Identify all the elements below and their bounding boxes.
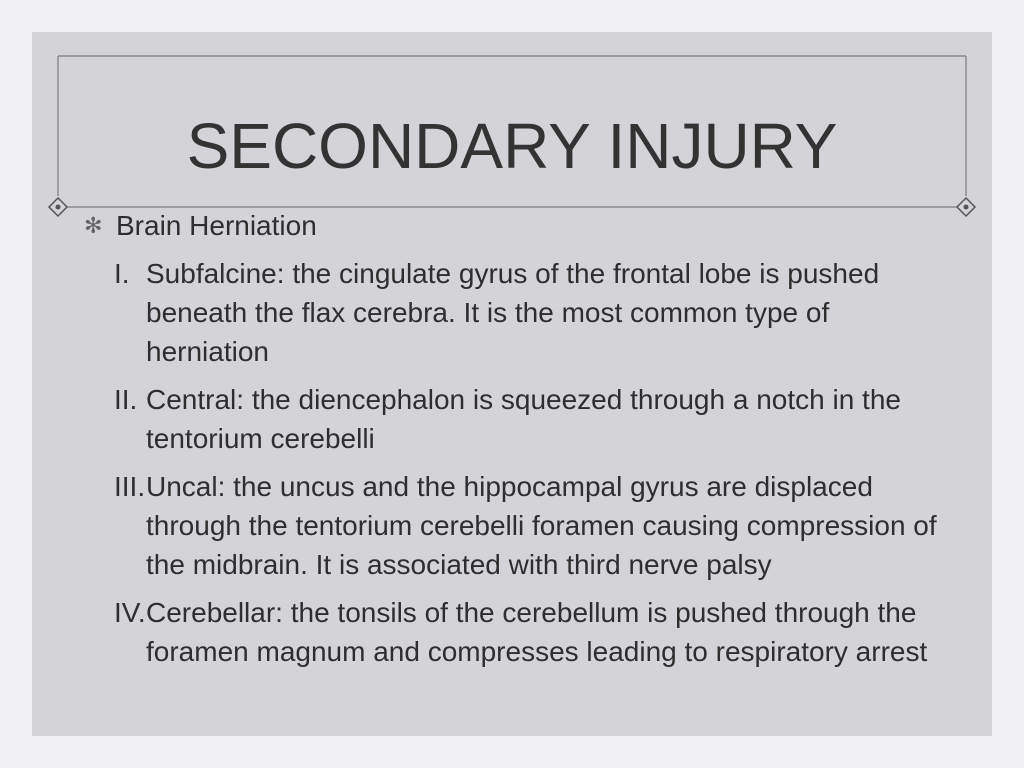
list-item: [114, 380, 944, 458]
list-item: [114, 467, 944, 584]
list-item: [114, 254, 944, 371]
list-item-text: Uncal: the uncus and the hippocampal gyrus are displaced through the tentorium cerebelli foramen causing compression of the midbrain. It is associated with third nerve palsy: [146, 471, 937, 580]
slide-content: [84, 206, 944, 680]
slide: [32, 32, 992, 736]
list-item-text: Central: the diencephalon is squeezed through a notch in the tentorium cerebelli: [146, 384, 901, 454]
asterisk-bullet-icon: ✻: [84, 213, 103, 238]
list-item-text: Subfalcine: the cingulate gyrus of the frontal lobe is pushed beneath the flax cerebra. It is the most common type of herniation: [146, 258, 880, 367]
bullet-label: Brain Herniation: [116, 210, 317, 241]
left-diamond-ornament-icon: [49, 198, 67, 216]
right-diamond-ornament-icon: [957, 198, 975, 216]
list-item-numeral: III.: [114, 471, 146, 502]
list-item-numeral: IV.: [114, 597, 146, 628]
list-item-text: Cerebellar: the tonsils of the cerebellum is pushed through the foramen magnum and compresses leading to respiratory arrest: [146, 597, 928, 667]
list-item-numeral: II.: [114, 384, 138, 415]
herniation-list: [84, 254, 944, 671]
list-item: [114, 593, 944, 671]
list-item-numeral: I.: [114, 258, 130, 289]
bullet-item: [84, 206, 944, 245]
slide-title: SECONDARY INJURY: [186, 110, 838, 182]
